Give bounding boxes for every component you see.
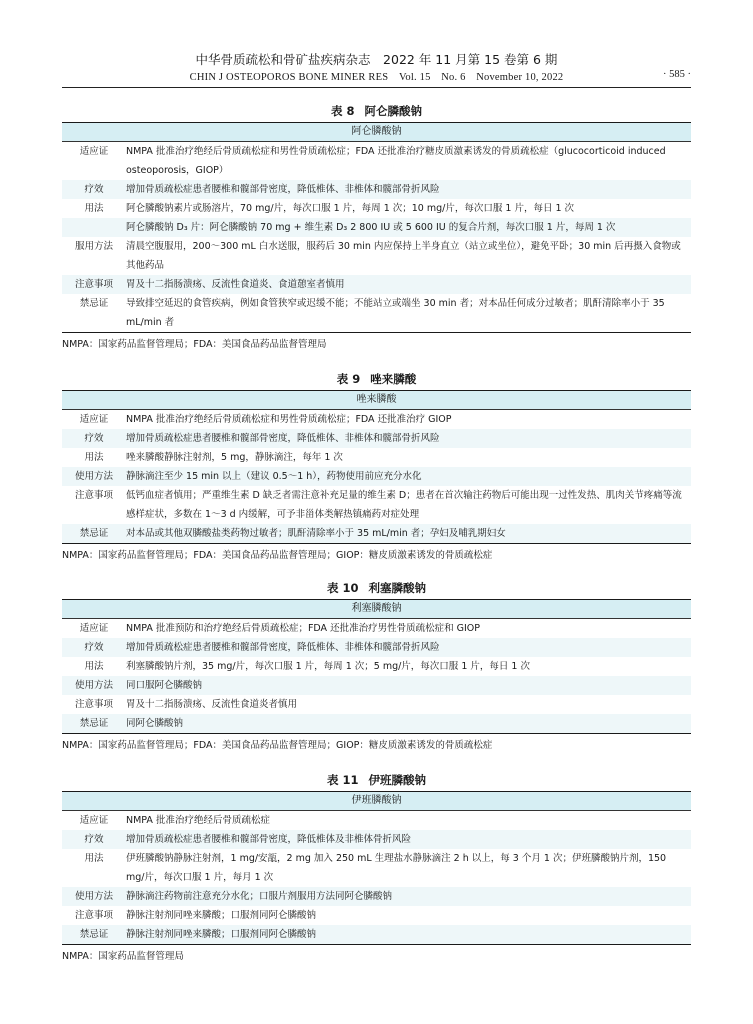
row-label: 疗效 (84, 433, 104, 444)
table-11 (62, 769, 691, 966)
row-value: 清晨空腹服用，200～300 mL 白水送服，服药后 30 min 内应保持上半身直立（站立或坐位），避免平卧；30 min 后再摄入食物或其他药品 (126, 241, 681, 271)
row-label: 疗效 (84, 834, 104, 845)
table-title: 伊班膦酸钠 (368, 773, 426, 787)
table-footnote: NMPA：国家药品监督管理局；FDA：美国食品药品监督管理局；GIOP：糖皮质激素诱发的骨质疏松症 (62, 740, 493, 751)
journal-header-en: CHIN J OSTEOPOROS BONE MINER RES Vol. 15 No. 6 November 10, 2022 (189, 72, 564, 83)
table-caption (62, 100, 691, 122)
row-value: 伊班膦酸钠静脉注射剂，1 mg/安瓿，2 mg 加入 250 mL 生理盐水静脉滴注 2 h 以上，每 3 个月 1 次；伊班膦酸钠片剂，150 mg/片，每次口服 1 片，每月 1 次 (126, 853, 667, 883)
row-value: 阿仑膦酸钠素片或肠溶片，70 mg/片，每次口服 1 片，每周 1 次；10 mg/片，每次口服 1 片，每日 1 次 (126, 203, 575, 214)
row-label: 适应证 (79, 623, 109, 634)
table-caption (62, 577, 691, 599)
row-value: 低钙血症者慎用；严重维生素 D 缺乏者需注意补充足量的维生素 D；患者在首次输注药物后可能出现一过性发热、肌肉关节疼痛等流感样症状，多数在 1～3 d 内缓解，可予非甾体类解热镇痛药对症处理 (126, 490, 682, 520)
page-number: · 585 · (663, 69, 691, 80)
row-label: 使用方法 (74, 891, 113, 902)
row-value: NMPA 批准治疗绝经后骨质疏松症和男性骨质疏松症；FDA 还批准治疗 GIOP (126, 414, 452, 425)
row-value: 导致排空延迟的食管疾病，例如食管狭窄或迟缓不能；不能站立或端坐 30 min 者；对本品任何成分过敏者；肌酐清除率小于 35 mL/min 者 (126, 298, 665, 328)
journal-header-cn: 中华骨质疏松和骨矿盐疾病杂志 2022 年 11 月第 15 卷第 6 期 (195, 52, 558, 67)
row-value: NMPA 批准治疗绝经后骨质疏松症和男性骨质疏松症；FDA 还批准治疗糖皮质激素诱发的骨质疏松症（glucocorticoid induced osteoporosis，GIOP） (126, 146, 666, 176)
row-value: NMPA 批准预防和治疗绝经后骨质疏松症；FDA 还批准治疗男性骨质疏松症和 GIOP (126, 623, 480, 634)
table-row (62, 294, 691, 332)
table-row (62, 237, 691, 275)
table-row (62, 448, 691, 467)
row-label: 使用方法 (74, 680, 113, 691)
table-row (62, 676, 691, 695)
row-label: 疗效 (84, 184, 104, 195)
row-label: 适应证 (79, 414, 109, 425)
table-header: 利塞膦酸钠 (62, 600, 691, 619)
table-title: 阿仑膦酸钠 (364, 104, 422, 118)
table-header: 伊班膦酸钠 (62, 792, 691, 811)
row-value: 利塞膦酸钠片剂，35 mg/片，每次口服 1 片，每周 1 次；5 mg/片，每次口服 1 片，每日 1 次 (126, 661, 530, 672)
table-body (62, 599, 691, 734)
table-8 (62, 100, 691, 354)
table-body (62, 390, 691, 544)
row-label: 疗效 (84, 642, 104, 653)
row-value: 增加骨质疏松症患者腰椎和髋部骨密度，降低椎体、非椎体和髋部骨折风险 (126, 433, 440, 444)
table-row (62, 830, 691, 849)
table-number: 表 8 (330, 104, 355, 118)
table-row (62, 849, 691, 887)
row-label: 服用方法 (74, 241, 113, 252)
table-row (62, 695, 691, 714)
row-value: 对本品或其他双膦酸盐类药物过敏者；肌酐清除率小于 35 mL/min 者；孕妇及哺乳期妇女 (126, 528, 506, 539)
row-value: 阿仑膦酸钠 D₃ 片：阿仑膦酸钠 70 mg + 维生素 D₃ 2 800 IU 或 5 600 IU 的复合片剂，每次口服 1 片，每周 1 次 (126, 222, 616, 233)
table-number: 表 11 (326, 773, 359, 787)
header-rule (62, 87, 691, 88)
table-row (62, 486, 691, 524)
row-value: 静脉滴注至少 15 min 以上（建议 0.5～1 h），药物使用前应充分水化 (126, 471, 422, 482)
row-label: 使用方法 (74, 471, 113, 482)
table-header: 唑来膦酸 (62, 391, 691, 410)
table-number: 表 10 (326, 581, 359, 595)
row-label: 禁忌证 (79, 298, 109, 309)
row-label: 用法 (84, 853, 104, 864)
table-footnote: NMPA：国家药品监督管理局；FDA：美国食品药品监督管理局；GIOP：糖皮质激素诱发的骨质疏松症 (62, 550, 493, 561)
table-body (62, 791, 691, 945)
row-label: 注意事项 (74, 279, 113, 290)
row-value: 同口服阿仑膦酸钠 (126, 680, 203, 691)
table-title: 利塞膦酸钠 (368, 581, 426, 595)
row-label: 禁忌证 (79, 929, 109, 940)
row-label: 适应证 (79, 146, 109, 157)
table-header: 阿仑膦酸钠 (62, 123, 691, 142)
table-row (62, 142, 691, 180)
row-label: 注意事项 (74, 490, 113, 501)
row-label: 用法 (84, 452, 104, 463)
row-label: 注意事项 (74, 910, 113, 921)
row-value: 胃及十二指肠溃疡、反流性食道炎者慎用 (126, 699, 298, 710)
table-row (62, 906, 691, 925)
row-value: 静脉注射剂同唑来膦酸；口服剂同阿仑膦酸钠 (126, 910, 317, 921)
table-title: 唑来膦酸 (370, 372, 417, 386)
table-footnote: NMPA：国家药品监督管理局；FDA：美国食品药品监督管理局 (62, 339, 327, 350)
table-footnote: NMPA：国家药品监督管理局 (62, 951, 184, 962)
table-row (62, 429, 691, 448)
row-label: 用法 (84, 203, 104, 214)
table-row (62, 467, 691, 486)
table-row (62, 180, 691, 199)
table-row (62, 199, 691, 218)
row-value: 唑来膦酸静脉注射剂，5 mg，静脉滴注，每年 1 次 (126, 452, 343, 463)
row-value: 胃及十二指肠溃疡、反流性食道炎、食道憩室者慎用 (126, 279, 345, 290)
table-row (62, 218, 691, 237)
table-row (62, 619, 691, 638)
table-row (62, 638, 691, 657)
row-value: 增加骨质疏松症患者腰椎和髋部骨密度，降低椎体及非椎体骨折风险 (126, 834, 412, 845)
table-row (62, 410, 691, 429)
row-label (62, 218, 126, 237)
row-label: 禁忌证 (79, 718, 109, 729)
table-row (62, 275, 691, 294)
row-value: 增加骨质疏松症患者腰椎和髋部骨密度，降低椎体、非椎体和髋部骨折风险 (126, 642, 440, 653)
row-label: 禁忌证 (79, 528, 109, 539)
row-value: 静脉滴注药物前注意充分水化；口服片剂服用方法同阿仑膦酸钠 (126, 891, 393, 902)
table-number: 表 9 (336, 372, 361, 386)
table-10 (62, 577, 691, 755)
row-label: 适应证 (79, 815, 109, 826)
row-value: NMPA 批准治疗绝经后骨质疏松症 (126, 815, 270, 826)
table-caption (62, 368, 691, 390)
table-row (62, 657, 691, 676)
table-body (62, 122, 691, 333)
row-value: 增加骨质疏松症患者腰椎和髋部骨密度，降低椎体、非椎体和髋部骨折风险 (126, 184, 440, 195)
table-row (62, 887, 691, 906)
table-row (62, 714, 691, 733)
table-9 (62, 368, 691, 565)
row-label: 用法 (84, 661, 104, 672)
table-row (62, 925, 691, 944)
row-label: 注意事项 (74, 699, 113, 710)
table-caption (62, 769, 691, 791)
row-value: 同阿仑膦酸钠 (126, 718, 184, 729)
table-row (62, 811, 691, 830)
row-value: 静脉注射剂同唑来膦酸；口服剂同阿仑膦酸钠 (126, 929, 317, 940)
table-row (62, 524, 691, 543)
